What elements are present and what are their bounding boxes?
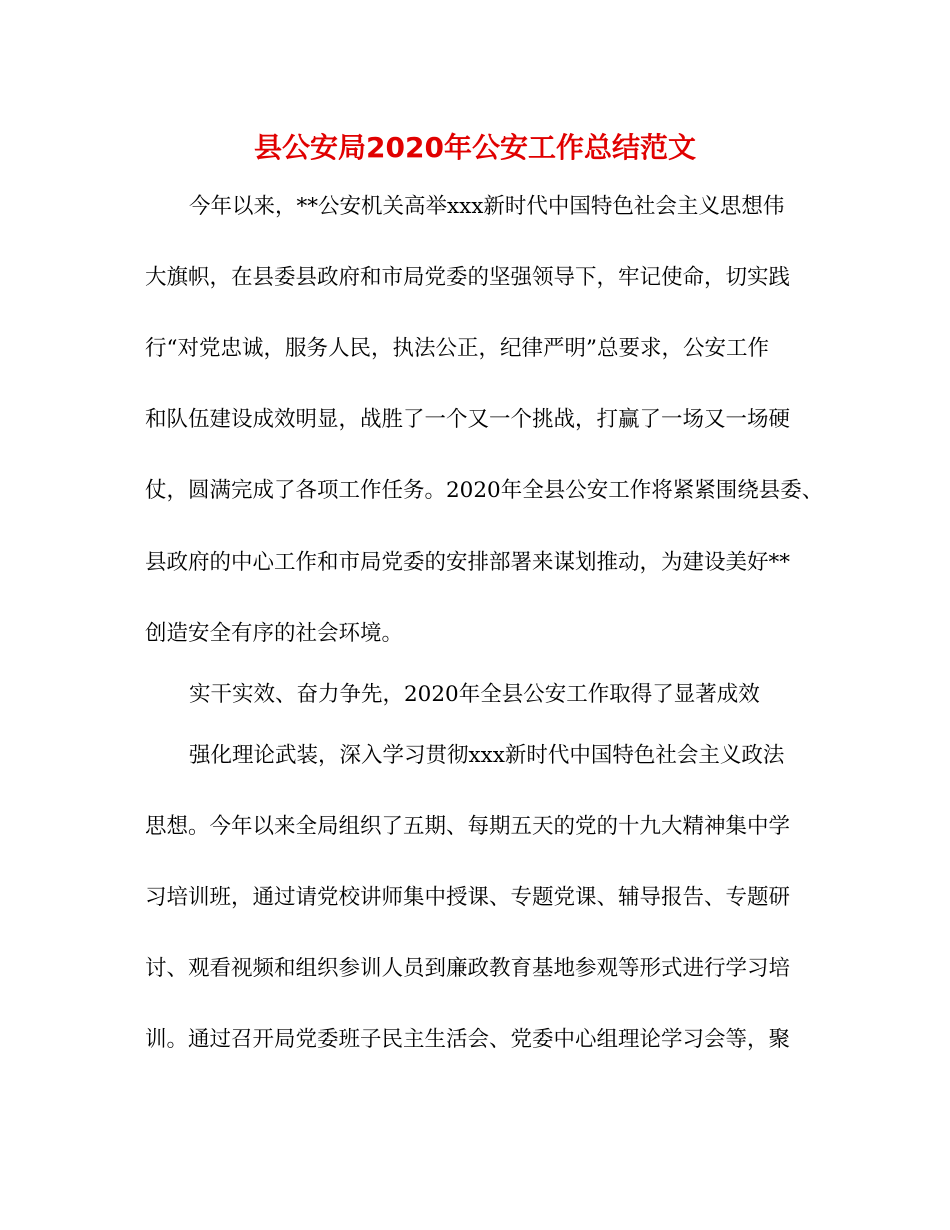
paragraph-1-line-7: 创造安全有序的社会环境。 (145, 621, 404, 646)
paragraph-1-line-3: 行“对党忠诚，服务人民，执法公正，纪律严明”总要求，公安工作 (145, 336, 769, 361)
paragraph-1-line-1: 今年以来，**公安机关高举xxx新时代中国特色社会主义思想伟 (189, 194, 785, 219)
paragraph-3-line-3: 习培训班，通过请党校讲师集中授课、专题党课、辅导报告、专题研 (145, 885, 791, 910)
paragraph-1-line-6: 县政府的中心工作和市局党委的安排部署来谋划推动，为建设美好** (145, 550, 791, 575)
paragraph-1-line-4: 和队伍建设成效明显，战胜了一个又一个挑战，打赢了一场又一场硬 (145, 407, 791, 432)
paragraph-2-line-1: 实干实效、奋力争先，2020年全县公安工作取得了显著成效 (189, 682, 760, 707)
paragraph-3-line-5: 训。通过召开局党委班子民主生活会、党委中心组理论学习会等，聚 (145, 1027, 791, 1052)
paragraph-1-line-5: 仗，圆满完成了各项工作任务。2020年全县公安工作将紧紧围绕县委、 (145, 478, 824, 503)
paragraph-3-line-2: 思想。今年以来全局组织了五期、每期五天的党的十九大精神集中学 (145, 814, 791, 839)
document-title: 县公安局2020年公安工作总结范文 (254, 131, 696, 164)
paragraph-3-line-1: 强化理论武装，深入学习贯彻xxx新时代中国特色社会主义政法 (189, 743, 785, 768)
paragraph-3-line-4: 讨、观看视频和组织参训人员到廉政教育基地参观等形式进行学习培 (145, 956, 791, 981)
paragraph-1-line-2: 大旗帜，在县委县政府和市局党委的坚强领导下，牢记使命，切实践 (145, 265, 791, 290)
